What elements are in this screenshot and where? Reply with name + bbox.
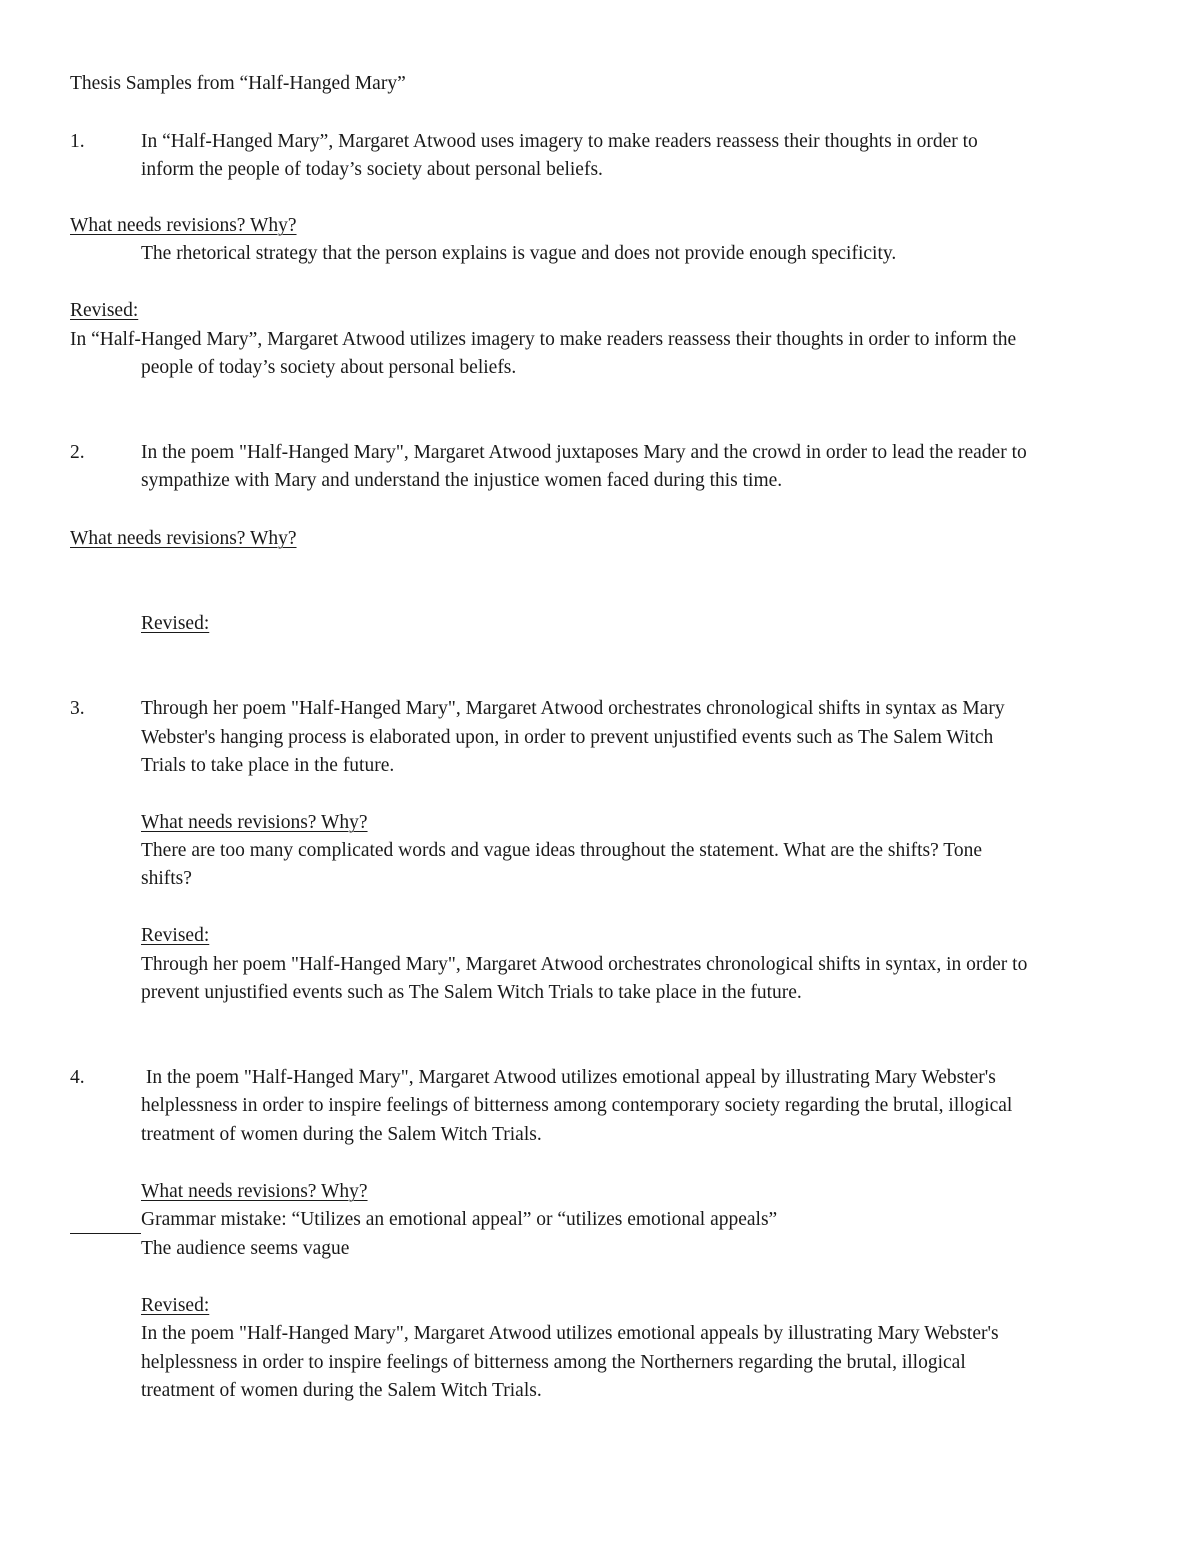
item-3-revision-heading: What needs revisions? Why? (141, 812, 368, 833)
item-1-number: 1. (70, 131, 85, 152)
item-4-thesis-line-1: In the poem "Half-Hanged Mary", Margaret Atwood utilizes emotional appeal by illustrating Mary Webster's (141, 1067, 996, 1088)
item-3-number: 3. (70, 698, 85, 719)
item-4-revision-note-row (70, 1206, 777, 1234)
item-1-revision-heading: What needs revisions? Why? (70, 215, 297, 236)
item-2-number: 2. (70, 442, 85, 463)
item-4-revised-line-3: treatment of women during the Salem Witch Trials. (141, 1380, 542, 1401)
item-4-number: 4. (70, 1067, 85, 1088)
item-2-thesis-line-2: sympathize with Mary and understand the injustice women faced during this time. (141, 470, 783, 491)
item-1-revised-line-2: people of today’s society about personal beliefs. (141, 357, 517, 378)
item-1-revision-note-1: The rhetorical strategy that the person explains is vague and does not provide enough specificity. (141, 243, 897, 264)
item-3-revised-line-2: prevent unjustified events such as The Salem Witch Trials to take place in the future. (141, 982, 802, 1003)
item-2-revision-heading: What needs revisions? Why? (70, 528, 297, 549)
item-3-thesis-line-2: Webster's hanging process is elaborated upon, in order to prevent unjustified events such as The Salem Witch (141, 727, 994, 748)
item-4-revision-note-1: Grammar mistake: “Utilizes an emotional appeal” or “utilizes emotional appeals” (141, 1209, 778, 1230)
document-title: Thesis Samples from “Half-Hanged Mary” (70, 73, 406, 94)
item-4-revised-line-1: In the poem "Half-Hanged Mary", Margaret Atwood utilizes emotional appeals by illustrating Mary Webster's (141, 1323, 999, 1344)
item-3-revised-heading: Revised: (141, 925, 210, 946)
item-3-revised-line-1: Through her poem "Half-Hanged Mary", Margaret Atwood orchestrates chronological shifts in syntax, in order to (141, 954, 1028, 975)
item-4-revised-heading: Revised: (141, 1295, 210, 1316)
item-1-thesis-line-2: inform the people of today’s society about personal beliefs. (141, 159, 603, 180)
item-4-revision-heading: What needs revisions? Why? (141, 1181, 368, 1202)
item-2-revised-heading: Revised: (141, 613, 210, 634)
item-4-thesis-line-3: treatment of women during the Salem Witch Trials. (141, 1124, 542, 1145)
item-4-revision-note-2: The audience seems vague (141, 1238, 350, 1259)
item-2-thesis-line-1: In the poem "Half-Hanged Mary", Margaret Atwood juxtaposes Mary and the crowd in order to lead the reader to (141, 442, 1027, 463)
blank-underline (70, 1211, 141, 1234)
item-3-revision-note-2: shifts? (141, 868, 192, 889)
item-4-thesis-line-2: helplessness in order to inspire feelings of bitterness among contemporary society regarding the brutal, illogical (141, 1095, 1013, 1116)
item-1-revised-heading: Revised: (70, 300, 139, 321)
item-3-thesis-line-3: Trials to take place in the future. (141, 755, 395, 776)
item-3-revision-note-1: There are too many complicated words and vague ideas throughout the statement. What are the shifts? Tone (141, 840, 983, 861)
item-3-thesis-line-1: Through her poem "Half-Hanged Mary", Margaret Atwood orchestrates chronological shifts in syntax as Mary (141, 698, 1005, 719)
item-1-thesis-line-1: In “Half-Hanged Mary”, Margaret Atwood uses imagery to make readers reassess their thoughts in order to (141, 131, 978, 152)
item-4-revised-line-2: helplessness in order to inspire feelings of bitterness among the Northerners regarding the brutal, illogical (141, 1352, 966, 1373)
item-1-revised-line-1: In “Half-Hanged Mary”, Margaret Atwood utilizes imagery to make readers reassess their thoughts in order to inform the (70, 329, 1017, 350)
